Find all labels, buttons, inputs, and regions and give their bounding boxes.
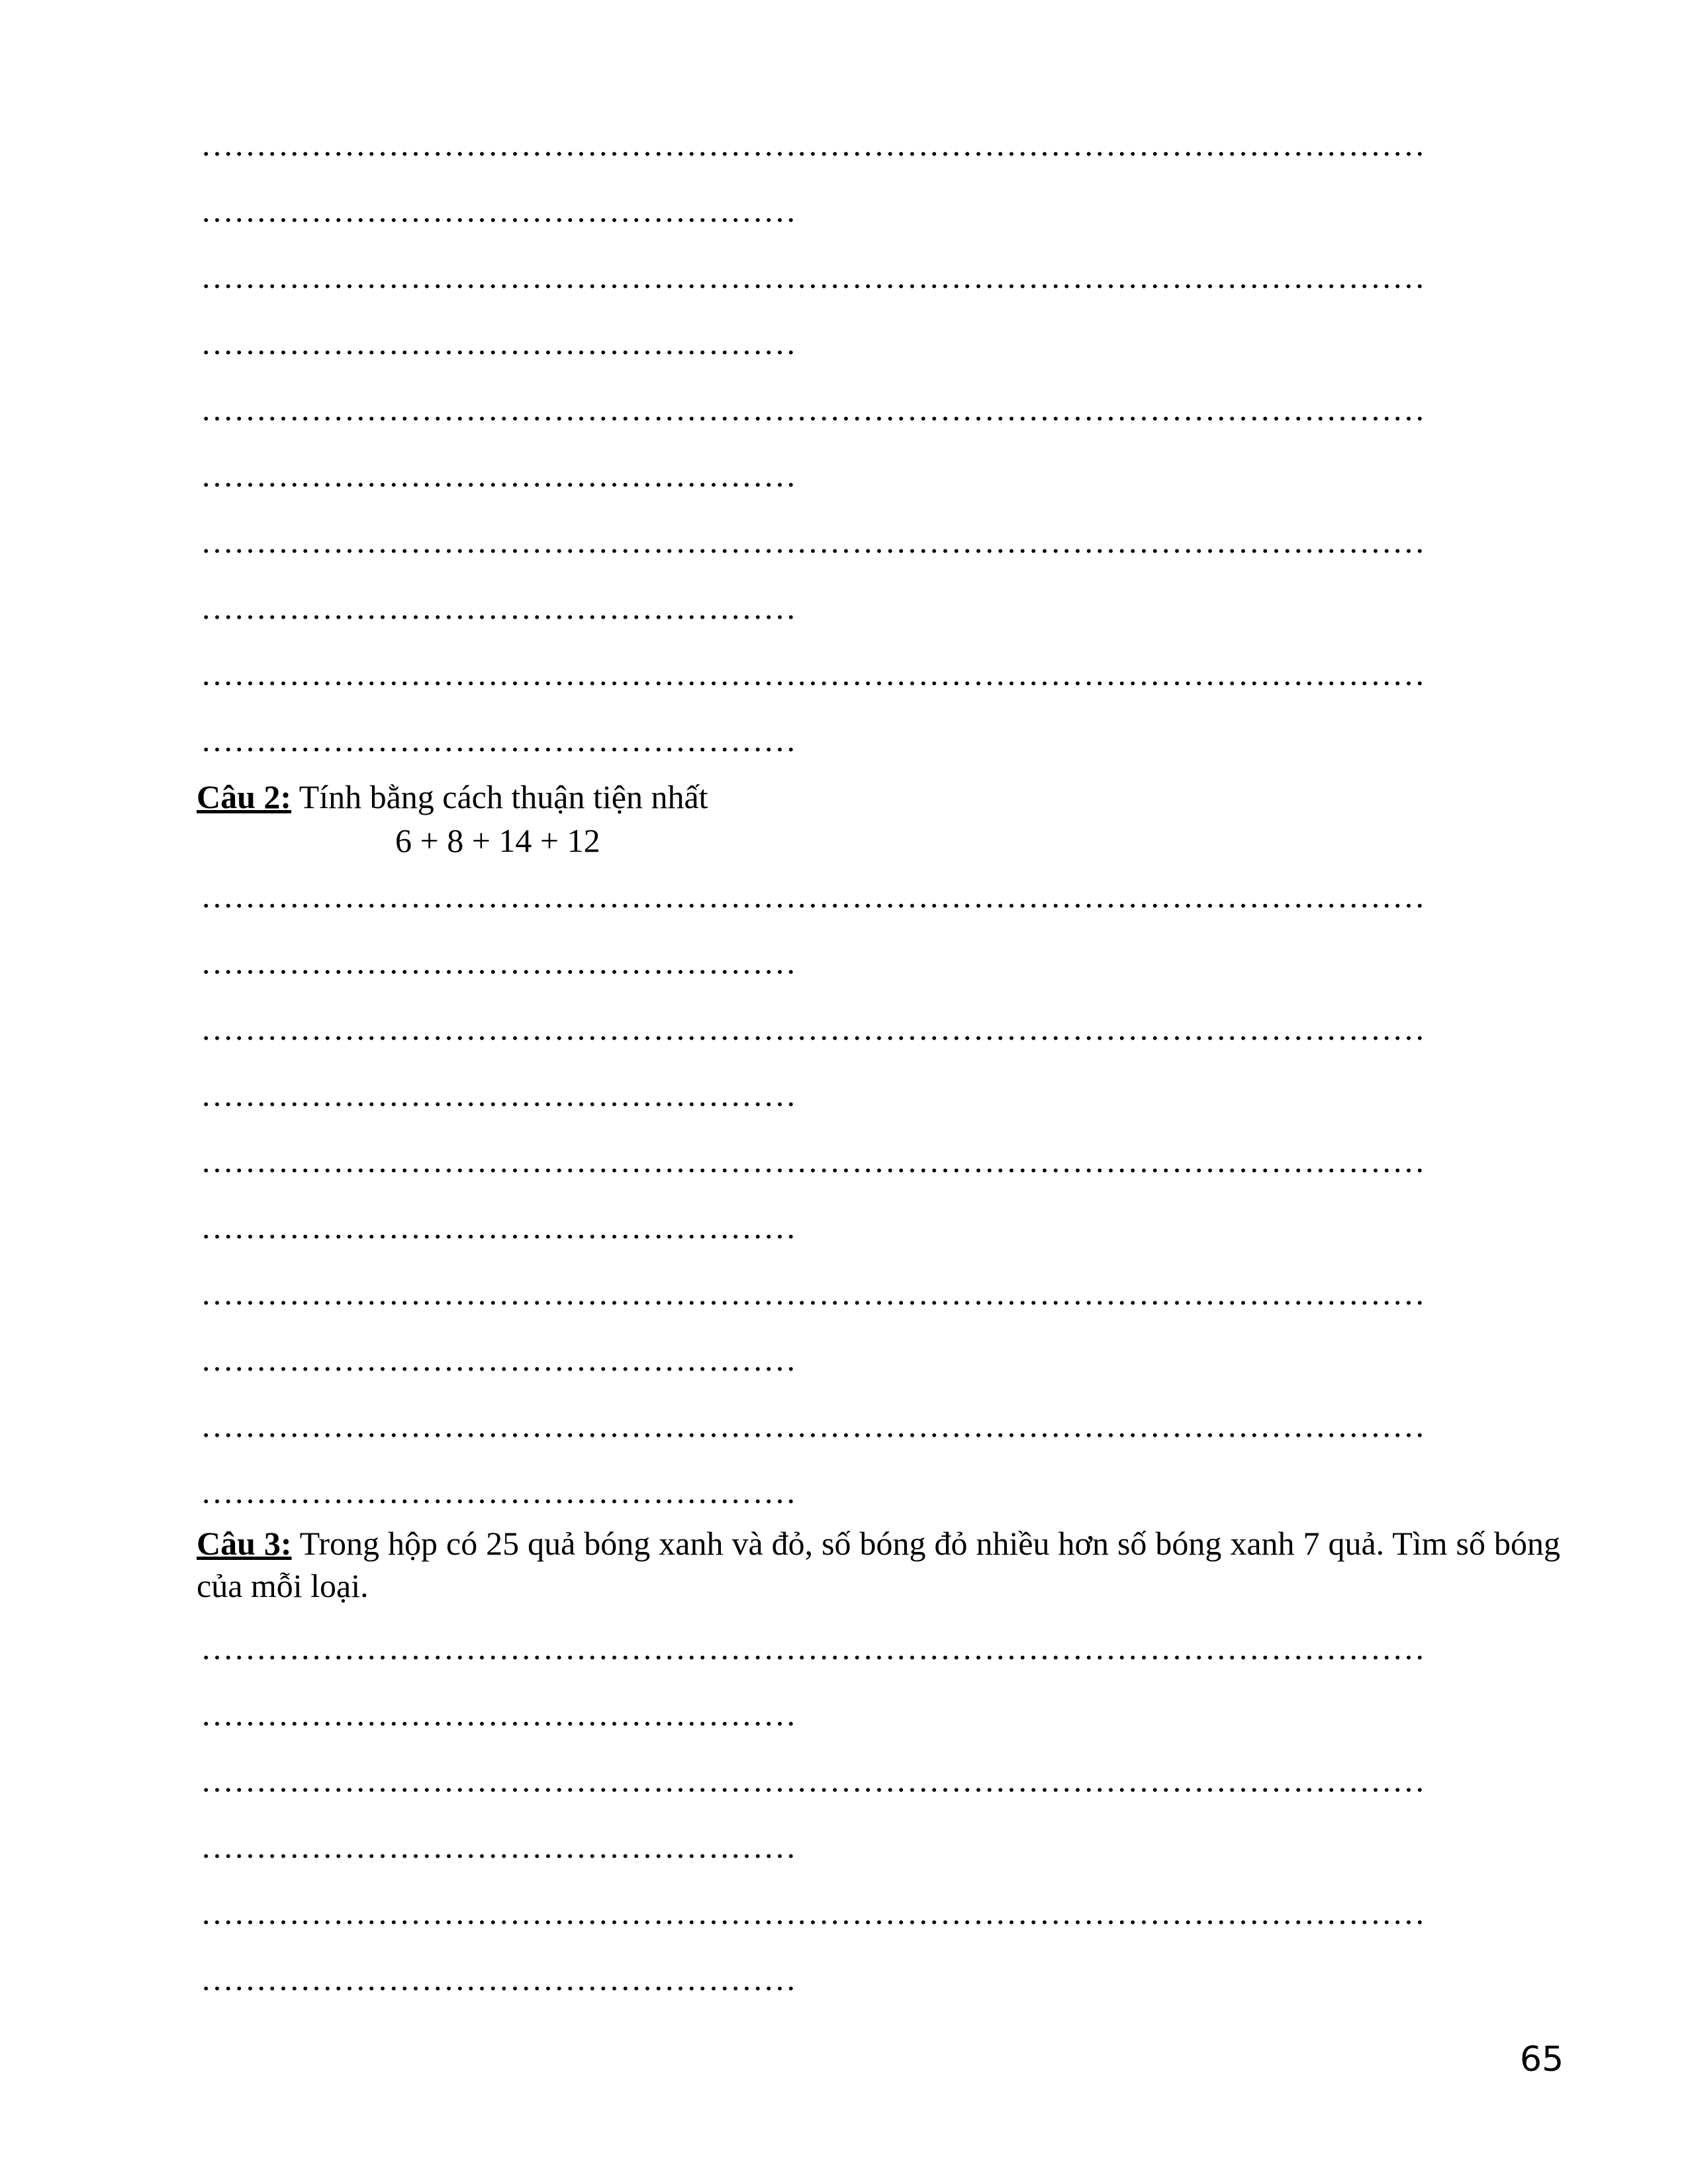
answer-line: …………………………………………………………………………………………………	[201, 1275, 1425, 1312]
answer-line: …………………………………………………………………………………………………	[201, 390, 1425, 428]
answer-line: …………………………………………………………………………………………………	[201, 1629, 1425, 1666]
question-2-text: Tính bằng cách thuận tiện nhất	[291, 778, 708, 815]
question-3-label: Câu 3:	[197, 1525, 292, 1562]
answer-line: ………………………………………………	[201, 1828, 796, 1865]
answer-line: …………………………………………………………………………………………………	[201, 1010, 1425, 1047]
answer-line: …………………………………………………………………………………………………	[201, 1142, 1425, 1179]
answer-line: ………………………………………………	[201, 1208, 796, 1246]
question-2	[197, 776, 708, 818]
answer-line: ………………………………………………	[201, 1076, 796, 1113]
answer-line: …………………………………………………………………………………………………	[201, 1894, 1425, 1931]
answer-line: …………………………………………………………………………………………………	[201, 258, 1425, 295]
answer-line: …………………………………………………………………………………………………	[201, 523, 1425, 560]
page-number: 65	[1520, 2040, 1564, 2079]
answer-line: …………………………………………………………………………………………………	[201, 655, 1425, 692]
answer-line: ………………………………………………	[201, 1960, 796, 1997]
answer-line: ………………………………………………	[201, 944, 796, 981]
answer-line: ………………………………………………	[201, 1473, 796, 1510]
answer-line: …………………………………………………………………………………………………	[201, 1407, 1425, 1444]
question-3	[197, 1522, 1560, 1607]
answer-line: …………………………………………………………………………………………………	[201, 1762, 1425, 1799]
answer-line: ………………………………………………	[201, 192, 796, 229]
answer-line: ………………………………………………	[201, 457, 796, 494]
question-2-label: Câu 2:	[197, 778, 292, 815]
answer-line: …………………………………………………………………………………………………	[201, 878, 1425, 915]
answer-line: ………………………………………………	[201, 1696, 796, 1733]
answer-line: ………………………………………………	[201, 1341, 796, 1378]
answer-line: ………………………………………………	[201, 589, 796, 626]
answer-line: …………………………………………………………………………………………………	[201, 126, 1425, 163]
question-3-text: Trong hộp có 25 quả bóng xanh và đỏ, số bóng đỏ nhiều hơn số bóng xanh 7 quả. Tìm số bóng của mỗi loại.	[197, 1525, 1560, 1604]
question-2-expression: 6 + 8 + 14 + 12	[395, 822, 600, 859]
answer-line: ………………………………………………	[201, 721, 796, 758]
answer-line: ………………………………………………	[201, 324, 796, 361]
